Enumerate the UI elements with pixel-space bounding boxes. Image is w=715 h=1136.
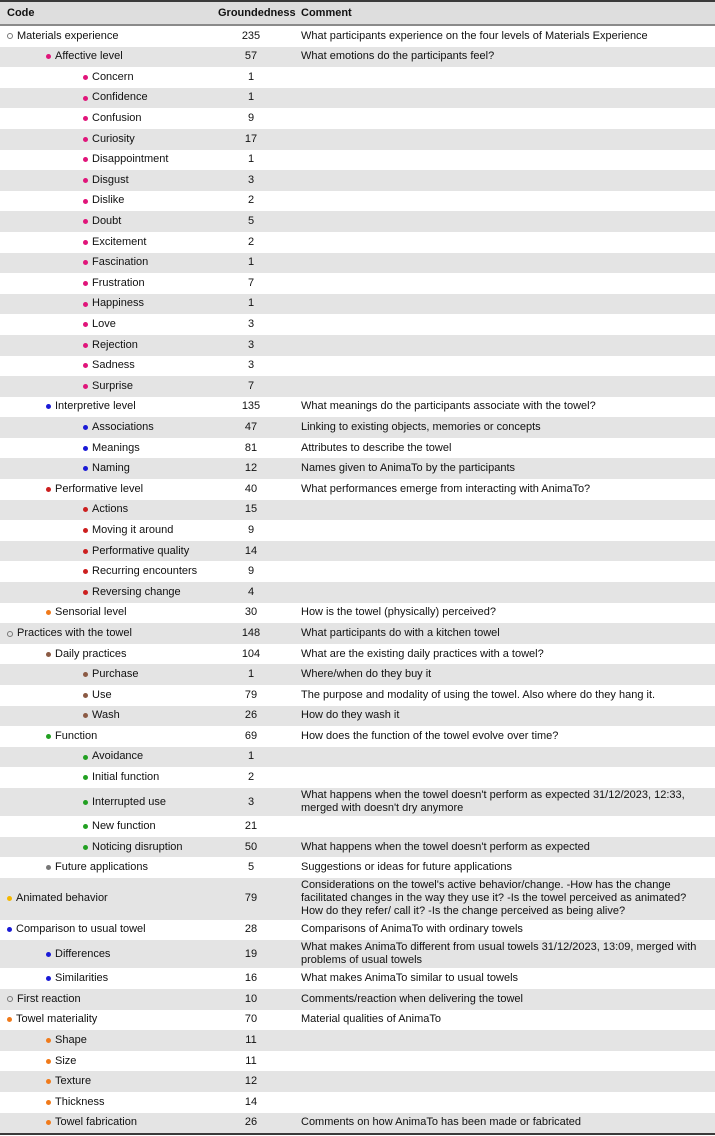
table-row[interactable] — [0, 541, 715, 562]
code-cell — [0, 586, 210, 599]
table-row[interactable] — [0, 747, 715, 768]
table-row[interactable] — [0, 603, 715, 624]
groundedness-value: 1 — [247, 668, 255, 681]
code-cell — [0, 1096, 210, 1109]
code-label: Recurring encounters — [92, 565, 198, 578]
table-row[interactable] — [0, 1113, 715, 1134]
code-cell — [0, 606, 210, 619]
code-label: Frustration — [92, 276, 145, 289]
table-row[interactable] — [0, 878, 715, 920]
hollow-circle-icon — [7, 33, 13, 39]
colored-dot-icon — [46, 610, 51, 615]
code-label: Happiness — [92, 297, 144, 310]
groundedness-value: 16 — [244, 972, 258, 985]
colored-dot-icon — [83, 775, 88, 780]
code-cell — [0, 668, 210, 681]
groundedness-value: 21 — [244, 819, 258, 832]
groundedness-value: 10 — [244, 992, 258, 1005]
colored-dot-icon — [83, 713, 88, 718]
colored-dot-icon — [46, 54, 51, 59]
groundedness-value: 11 — [245, 1033, 257, 1046]
comment-text: Linking to existing objects, memories or concepts — [301, 420, 541, 433]
comment-text: What happens when the towel doesn't perform as expected — [301, 840, 590, 853]
table-row[interactable] — [0, 273, 715, 294]
code-cell — [0, 91, 210, 104]
hollow-circle-icon — [7, 996, 13, 1002]
code-cell — [0, 236, 210, 249]
code-cell — [0, 297, 210, 310]
table-row[interactable] — [0, 837, 715, 858]
comment-text: What performances emerge from interacting with AnimaTo? — [301, 482, 591, 495]
code-cell — [0, 318, 210, 331]
table-body — [0, 26, 715, 1133]
colored-dot-icon — [46, 952, 51, 957]
code-cell — [0, 153, 210, 166]
groundedness-value: 148 — [241, 626, 261, 639]
groundedness-value: 3 — [247, 795, 255, 808]
table-row[interactable] — [0, 211, 715, 232]
groundedness-value: 235 — [241, 29, 261, 42]
hollow-circle-icon — [7, 631, 13, 637]
code-label: Similarities — [55, 972, 109, 985]
groundedness-value: 17 — [244, 132, 258, 145]
groundedness-value: 81 — [244, 441, 258, 454]
groundedness-value: 12 — [244, 462, 258, 475]
code-label: Doubt — [92, 215, 122, 228]
colored-dot-icon — [83, 549, 88, 554]
code-cell — [0, 112, 210, 125]
code-label: Naming — [92, 462, 130, 475]
comment-text: Material qualities of AnimaTo — [301, 1013, 442, 1026]
table-row[interactable] — [0, 191, 715, 212]
code-cell — [0, 771, 210, 784]
colored-dot-icon — [83, 693, 88, 698]
colored-dot-icon — [83, 343, 88, 348]
table-row[interactable] — [0, 253, 715, 274]
code-cell — [0, 796, 210, 809]
colored-dot-icon — [46, 976, 51, 981]
comment-text: How does the function of the towel evolve over time? — [301, 729, 559, 742]
colored-dot-icon — [83, 240, 88, 245]
table-row[interactable] — [0, 685, 715, 706]
table-row[interactable] — [0, 767, 715, 788]
groundedness-value: 3 — [247, 359, 255, 372]
code-label: Shape — [55, 1033, 87, 1046]
comment-text: What are the existing daily practices with a towel? — [301, 647, 544, 660]
code-label: Confusion — [92, 112, 142, 125]
groundedness-value: 1 — [247, 91, 255, 104]
code-label: Interpretive level — [55, 400, 136, 413]
table-row[interactable] — [0, 458, 715, 479]
code-cell — [0, 442, 210, 455]
code-label: Fascination — [92, 256, 149, 269]
groundedness-value: 79 — [244, 688, 258, 701]
code-label: Sensorial level — [55, 606, 127, 619]
comment-text: How do they wash it — [301, 709, 400, 722]
groundedness-value: 15 — [244, 503, 258, 516]
comment-text: What makes AnimaTo similar to usual towels — [301, 972, 519, 985]
code-label: Towel materiality — [16, 1013, 98, 1026]
code-cell — [0, 820, 210, 833]
colored-dot-icon — [83, 446, 88, 451]
colored-dot-icon — [83, 260, 88, 265]
code-label: Meanings — [92, 441, 140, 454]
code-cell — [0, 993, 210, 1006]
table-header — [0, 2, 715, 26]
colored-dot-icon — [46, 1038, 51, 1043]
code-cell — [0, 565, 210, 578]
code-label: Noticing disruption — [92, 840, 183, 853]
code-label: Disgust — [92, 173, 129, 186]
code-cell — [0, 1034, 210, 1047]
comment-text: The purpose and modality of using the towel. Also where do they hang it. — [301, 688, 656, 701]
table-row[interactable] — [0, 1030, 715, 1051]
code-label: Excitement — [92, 235, 147, 248]
code-label: Animated behavior — [16, 892, 108, 905]
groundedness-value: 11 — [245, 1054, 257, 1067]
code-label: Curiosity — [92, 132, 135, 145]
table-row[interactable] — [0, 438, 715, 459]
code-cell — [0, 339, 210, 352]
colored-dot-icon — [83, 466, 88, 471]
code-label: Reversing change — [92, 585, 181, 598]
comment-text: Comments on how AnimaTo has been made or fabricated — [301, 1116, 582, 1129]
code-cell — [0, 359, 210, 372]
table-row[interactable] — [0, 417, 715, 438]
colored-dot-icon — [83, 178, 88, 183]
groundedness-value: 3 — [247, 318, 255, 330]
table-row[interactable] — [0, 1092, 715, 1113]
code-label: Sadness — [92, 359, 135, 372]
table-row[interactable] — [0, 582, 715, 603]
groundedness-value: 28 — [244, 923, 258, 936]
code-cell — [0, 503, 210, 516]
table-row[interactable] — [0, 294, 715, 315]
table-row[interactable] — [0, 940, 715, 968]
colored-dot-icon — [46, 487, 51, 492]
groundedness-value: 26 — [244, 1116, 258, 1129]
groundedness-value: 57 — [244, 50, 258, 63]
groundedness-value: 70 — [244, 1013, 258, 1026]
table-row[interactable] — [0, 816, 715, 837]
table-row[interactable] — [0, 623, 715, 644]
colored-dot-icon — [46, 404, 51, 409]
code-cell — [0, 483, 210, 496]
colored-dot-icon — [46, 1120, 51, 1125]
colored-dot-icon — [83, 569, 88, 574]
colored-dot-icon — [46, 652, 51, 657]
colored-dot-icon — [83, 507, 88, 512]
comment-text: Comments/reaction when delivering the towel — [301, 992, 523, 1005]
comment-text: What happens when the towel doesn't perform as expected 31/12/2023, 12:33, merged with doesn't dry anymore — [301, 788, 685, 815]
table-row[interactable] — [0, 520, 715, 541]
code-cell — [0, 421, 210, 434]
groundedness-value: 1 — [247, 297, 255, 310]
table-row[interactable] — [0, 500, 715, 521]
colored-dot-icon — [83, 425, 88, 430]
colored-dot-icon — [7, 927, 12, 932]
colored-dot-icon — [83, 75, 88, 80]
column-header-code[interactable]: Code — [7, 7, 35, 19]
colored-dot-icon — [83, 755, 88, 760]
groundedness-value: 4 — [247, 585, 255, 598]
groundedness-value: 1 — [247, 70, 255, 83]
code-label: Function — [55, 729, 98, 742]
groundedness-value: 79 — [244, 892, 258, 905]
code-cell — [0, 1075, 210, 1088]
colored-dot-icon — [83, 384, 88, 389]
table-row[interactable] — [0, 644, 715, 665]
table-row[interactable] — [0, 968, 715, 989]
code-label: Thickness — [55, 1095, 105, 1108]
code-cell — [0, 380, 210, 393]
table-row[interactable] — [0, 561, 715, 582]
code-cell — [0, 1013, 210, 1026]
code-cell — [0, 892, 210, 905]
code-cell — [0, 50, 210, 63]
comment-text: What meanings do the participants associate with the towel? — [301, 400, 596, 413]
code-label: Daily practices — [55, 647, 127, 660]
colored-dot-icon — [83, 800, 88, 805]
colored-dot-icon — [46, 865, 51, 870]
code-label: Disappointment — [92, 153, 169, 166]
code-cell — [0, 400, 210, 413]
groundedness-value: 2 — [247, 771, 255, 784]
groundedness-value: 19 — [244, 947, 258, 960]
colored-dot-icon — [83, 322, 88, 327]
comment-text: What makes AnimaTo different from usual towels 31/12/2023, 13:09, merged with problems of usual towels — [301, 941, 697, 967]
groundedness-value: 12 — [244, 1075, 258, 1088]
groundedness-value: 9 — [247, 523, 255, 536]
code-cell — [0, 71, 210, 84]
code-label: Dislike — [92, 194, 125, 207]
code-cell — [0, 30, 210, 43]
code-label: Actions — [92, 503, 129, 516]
groundedness-value: 5 — [247, 215, 255, 228]
comment-text: What participants experience on the four levels of Materials Experience — [301, 29, 648, 42]
colored-dot-icon — [83, 137, 88, 142]
colored-dot-icon — [83, 590, 88, 595]
table-row[interactable] — [0, 479, 715, 500]
colored-dot-icon — [83, 363, 88, 368]
table-row[interactable] — [0, 1051, 715, 1072]
code-label: Performative level — [55, 482, 144, 495]
groundedness-value: 5 — [247, 861, 255, 874]
groundedness-value: 14 — [244, 1095, 258, 1108]
comment-text: Comparisons of AnimaTo with ordinary towels — [301, 923, 523, 936]
code-cell — [0, 709, 210, 722]
groundedness-value: 3 — [247, 338, 255, 351]
table-row[interactable] — [0, 920, 715, 941]
code-label: First reaction — [17, 992, 81, 1005]
code-label: Performative quality — [92, 544, 190, 557]
table-row[interactable] — [0, 47, 715, 68]
groundedness-value: 7 — [247, 276, 255, 289]
table-row[interactable] — [0, 26, 715, 47]
groundedness-value: 40 — [244, 482, 258, 495]
code-cell — [0, 524, 210, 537]
groundedness-value: 2 — [247, 235, 255, 248]
groundedness-value: 1 — [247, 256, 255, 269]
code-cell — [0, 277, 210, 290]
code-cell — [0, 861, 210, 874]
table-row[interactable] — [0, 726, 715, 747]
code-label: Wash — [92, 709, 120, 722]
code-cell — [0, 841, 210, 854]
table-row[interactable] — [0, 857, 715, 878]
code-cell — [0, 194, 210, 207]
groundedness-value: 7 — [247, 379, 255, 392]
table-row[interactable] — [0, 376, 715, 397]
colored-dot-icon — [83, 219, 88, 224]
code-cell — [0, 948, 210, 961]
code-label: Texture — [55, 1075, 92, 1088]
groundedness-value: 50 — [244, 840, 258, 853]
colored-dot-icon — [83, 96, 88, 101]
colored-dot-icon — [83, 824, 88, 829]
code-cell — [0, 174, 210, 187]
comment-text: Names given to AnimaTo by the participants — [301, 462, 516, 475]
code-cell — [0, 972, 210, 985]
colored-dot-icon — [83, 281, 88, 286]
code-label: Use — [92, 688, 112, 701]
colored-dot-icon — [7, 896, 12, 901]
colored-dot-icon — [46, 1079, 51, 1084]
table-row[interactable] — [0, 356, 715, 377]
groundedness-value: 69 — [244, 729, 258, 742]
table-row[interactable] — [0, 1071, 715, 1092]
groundedness-value: 104 — [241, 647, 261, 660]
groundedness-value: 14 — [244, 544, 258, 557]
table-row[interactable] — [0, 397, 715, 418]
groundedness-value: 47 — [244, 420, 258, 433]
colored-dot-icon — [83, 845, 88, 850]
column-header-groundedness[interactable]: Groundedness — [218, 7, 296, 19]
colored-dot-icon — [7, 1017, 12, 1022]
comment-text: Attributes to describe the towel — [301, 441, 452, 454]
colored-dot-icon — [83, 302, 88, 307]
code-cell — [0, 215, 210, 228]
code-cell — [0, 627, 210, 640]
code-cell — [0, 648, 210, 661]
code-label: Rejection — [92, 338, 138, 351]
table-row[interactable] — [0, 706, 715, 727]
code-cell — [0, 689, 210, 702]
groundedness-value: 9 — [247, 565, 255, 578]
colored-dot-icon — [46, 734, 51, 739]
code-label: Moving it around — [92, 523, 174, 536]
table-row[interactable] — [0, 989, 715, 1010]
colored-dot-icon — [83, 116, 88, 121]
code-cell — [0, 730, 210, 743]
groundedness-value: 3 — [247, 173, 255, 186]
colored-dot-icon — [83, 528, 88, 533]
code-label: Towel fabrication — [55, 1116, 137, 1129]
table-row[interactable] — [0, 129, 715, 150]
code-cell — [0, 923, 210, 936]
code-label: Love — [92, 318, 116, 330]
code-label: Initial function — [92, 771, 160, 784]
code-label: Avoidance — [92, 750, 144, 763]
colored-dot-icon — [83, 199, 88, 204]
code-label: Differences — [55, 947, 111, 960]
groundedness-value: 9 — [247, 112, 255, 125]
code-cell — [0, 256, 210, 269]
table-row[interactable] — [0, 314, 715, 335]
code-label: Affective level — [55, 50, 123, 63]
table-row[interactable] — [0, 108, 715, 129]
groundedness-value: 26 — [244, 709, 258, 722]
table-row[interactable] — [0, 67, 715, 88]
table-row[interactable] — [0, 664, 715, 685]
colored-dot-icon — [83, 672, 88, 677]
code-label: Practices with the towel — [17, 626, 132, 639]
code-cell — [0, 462, 210, 475]
code-label: Interrupted use — [92, 795, 166, 808]
colored-dot-icon — [46, 1059, 51, 1064]
comment-text: How is the towel (physically) perceived? — [301, 606, 497, 619]
comment-text: Considerations on the towel's active behavior/change. -How has the change facilitated changes in the way they use it? -Is the towel perceived as animated? How do they refer/ call it? -Is the change perceived as being alive? — [301, 879, 687, 918]
groundedness-value: 135 — [241, 400, 261, 413]
comment-text: What emotions do the participants feel? — [301, 50, 495, 63]
table-row[interactable] — [0, 150, 715, 171]
code-label: Confidence — [92, 91, 148, 104]
comment-text: Where/when do they buy it — [301, 668, 432, 681]
table-row[interactable] — [0, 1010, 715, 1031]
table-row[interactable] — [0, 170, 715, 191]
code-cell — [0, 750, 210, 763]
table-row[interactable] — [0, 88, 715, 109]
code-cell — [0, 133, 210, 146]
code-label: New function — [92, 819, 156, 832]
code-label: Concern — [92, 70, 134, 83]
table-row[interactable] — [0, 788, 715, 816]
groundedness-value: 2 — [247, 194, 255, 207]
column-header-comment[interactable]: Comment — [301, 7, 352, 19]
code-label: Purchase — [92, 668, 139, 681]
colored-dot-icon — [83, 157, 88, 162]
groundedness-value: 1 — [247, 750, 255, 763]
comment-text: What participants do with a kitchen towel — [301, 626, 500, 639]
code-label: Surprise — [92, 379, 133, 392]
groundedness-value: 30 — [244, 606, 258, 619]
code-label: Associations — [92, 420, 154, 433]
code-cell — [0, 1055, 210, 1068]
code-label: Size — [55, 1054, 77, 1067]
code-label: Comparison to usual towel — [16, 923, 146, 936]
table-row[interactable] — [0, 335, 715, 356]
colored-dot-icon — [46, 1100, 51, 1105]
code-label: Future applications — [55, 861, 148, 874]
code-cell — [0, 1116, 210, 1129]
code-cell — [0, 545, 210, 558]
code-label: Materials experience — [17, 29, 119, 42]
comment-text: Suggestions or ideas for future applications — [301, 861, 512, 874]
groundedness-value: 1 — [247, 153, 255, 166]
table-row[interactable] — [0, 232, 715, 253]
